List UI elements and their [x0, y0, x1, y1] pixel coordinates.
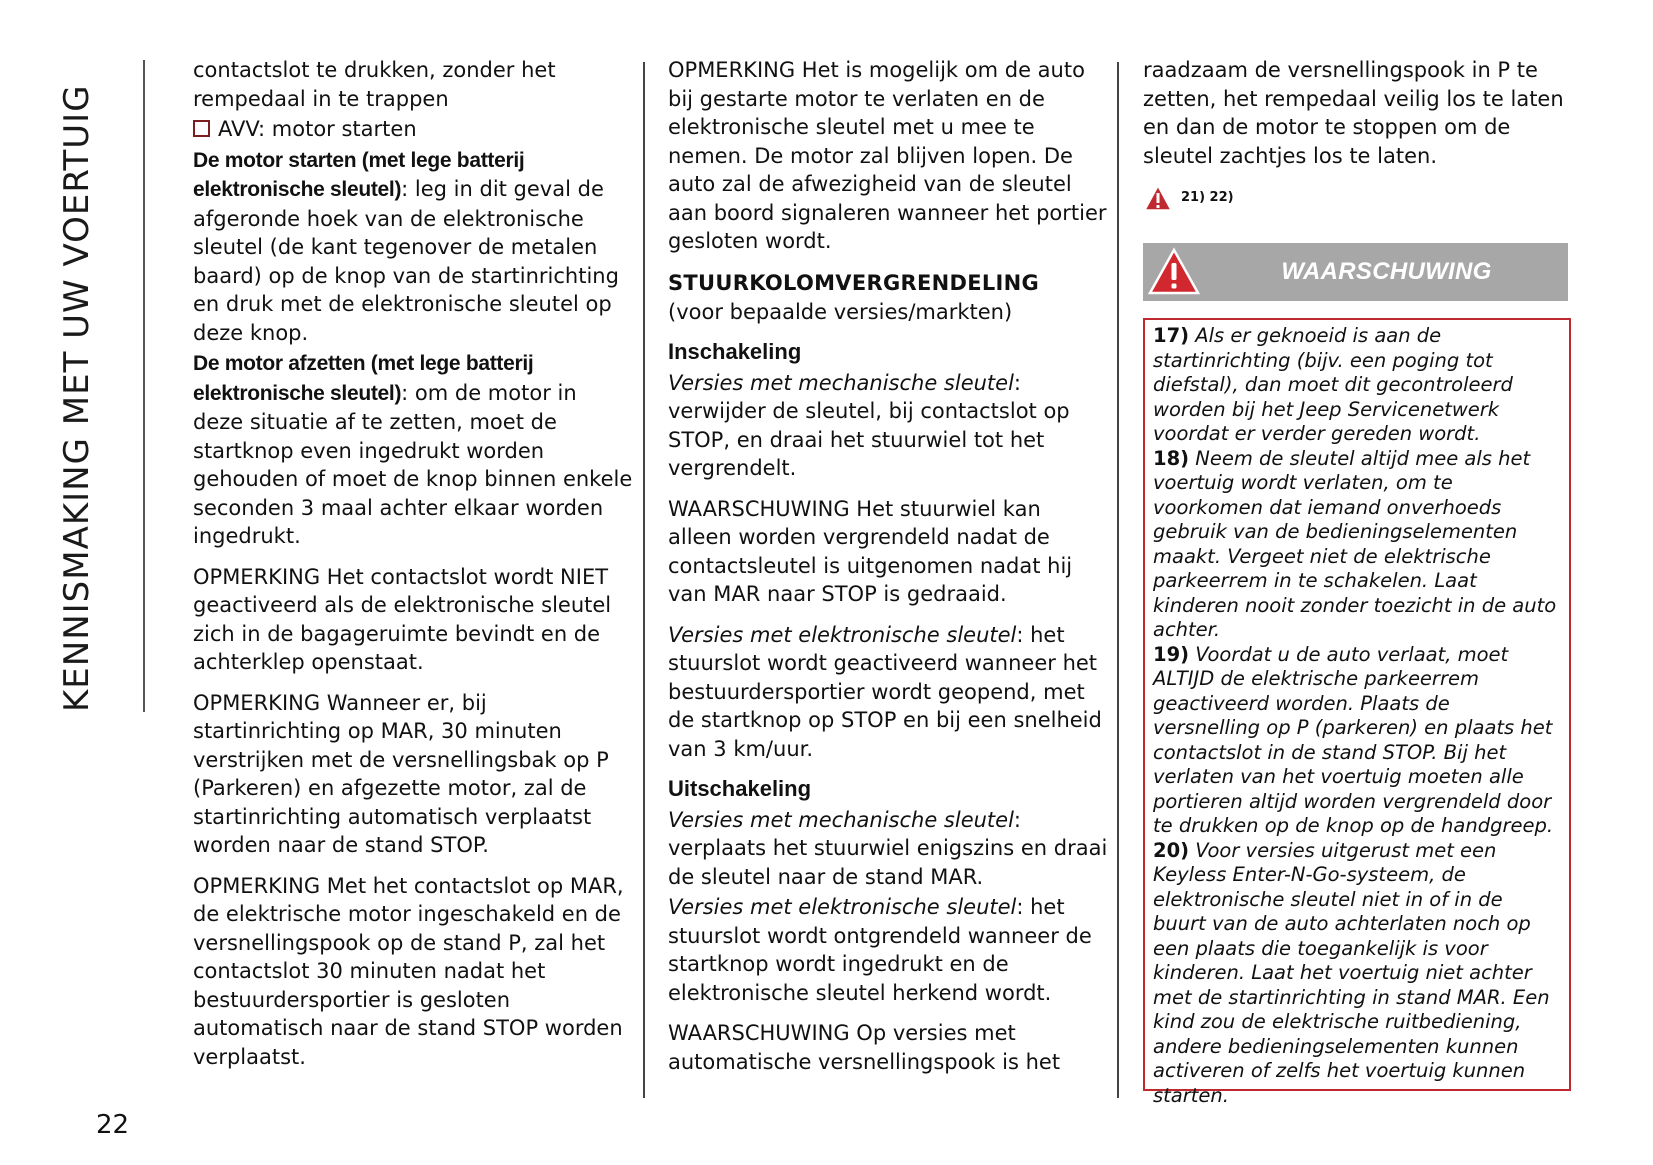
warning-box — [1143, 318, 1571, 1107]
bullet-text: AVV: motor starten — [218, 117, 417, 141]
warning-item-text: Voor versies uitgerust met een Keyless Enter-N-Go-systeem, de elektronische sleutel niet in of in de buurt van de auto achterlaten noch op een plaats die toegankelijk is voor kinderen. Laat het voertuig niet achter met de startinrichting in stand MAR. Een kind zou de elektrische ruitbediening, andere bedieningselementen kunnen activeren of zelfs het voertuig kunnen starten. — [1153, 838, 1550, 1107]
warning-item-text: Voordat u de auto verlaat, moet ALTIJD de elektrische parkeerrem geactiveerd worden. Plaats de versnelling op P (parkeren) en plaats het contactslot in de stand STOP. Bij het verlaten van het voertuig moeten alle portieren altijd worden vergrendeld door te drukken op de knop op de handgreep. — [1153, 642, 1554, 837]
paragraph-text: : verplaats het stuurwiel enigszins en draai de sleutel naar de stand MAR. — [668, 807, 1108, 889]
checkbox-square-icon — [193, 120, 210, 137]
paragraph-text: : leg in dit geval de afgeronde hoek van de elektronische sleutel (de kant tegenover de metalen baard) op de knop van de startinrichting en druk met de elektronische sleutel op deze knop. — [193, 177, 619, 345]
italic-lead: Versies met elektronische sleutel — [668, 622, 1017, 647]
bullet-item — [193, 115, 633, 144]
warning-item — [1153, 447, 1561, 643]
paragraph: WAARSCHUWING Op versies met automatische versnellingspook is het — [668, 1021, 1061, 1074]
column-3 — [1143, 56, 1573, 213]
warning-item-number: 18) — [1153, 446, 1190, 470]
side-section-title: KENNISMAKING MET UW VOERTUIG — [57, 84, 97, 712]
warning-item — [1153, 643, 1561, 839]
warning-item-number: 20) — [1153, 838, 1190, 862]
warning-references — [1143, 184, 1573, 213]
page-number: 22 — [96, 1110, 130, 1140]
paragraph — [668, 621, 1108, 764]
paragraph: OPMERKING Met het contactslot op MAR, de elektrische motor ingeschakeld en de versnellingspook op de stand P, zal het contactslot 30 minuten nadat het bestuurdersportier is gesloten automatisch naar de stand STOP worden verplaatst. — [193, 873, 624, 1069]
column-1 — [193, 56, 633, 1083]
paragraph-text: : verwijder de sleutel, bij contactslot op STOP, en draai het stuurwiel tot het vergrendelt. — [668, 370, 1070, 480]
warning-triangle-icon — [1143, 184, 1173, 212]
column-divider-1 — [643, 62, 645, 1098]
warning-item — [1153, 839, 1561, 1109]
paragraph — [668, 806, 1108, 892]
warning-title: WAARSCHUWING — [1281, 258, 1492, 285]
section-note: (voor bepaalde versies/markten) — [668, 299, 1013, 324]
warning-header-bar — [1143, 243, 1568, 301]
bold-lead: De motor afzetten (met lege batterij elektronische sleutel) — [193, 352, 534, 405]
warning-item-text: Als er geknoeid is aan de startinrichting (bijv. een poging tot diefstal), dan moet dit gecontroleerd worden bij het Jeep Servicenetwerk voordat er verder gereden wordt. — [1153, 324, 1513, 445]
italic-lead: Versies met elektronische sleutel — [668, 895, 1017, 919]
warning-item-number: 19) — [1153, 642, 1190, 666]
paragraph: OPMERKING Wanneer er, bij startinrichting op MAR, 30 minuten verstrijken met de versnellingsbak op P (Parkeren) en afgezette motor, zal de startinrichting automatisch verplaatst worden naar de stand STOP. — [193, 690, 609, 857]
side-title-rule — [143, 60, 145, 712]
bold-lead: De motor starten (met lege batterij elektronische sleutel) — [193, 148, 525, 201]
warning-item-text: Neem de sleutel altijd mee als het voertuig wordt verlaten, om te voorkomen dat iemand onverhoeds gebruik van de bedieningselementen maakt. Vergeet niet de elektrische parkeerrem in te schakelen. Laat kinderen nooit zonder toezicht in de auto achter. — [1153, 446, 1557, 641]
paragraph-text: : om de motor in deze situatie af te zetten, moet de startknop even ingedrukt worden gehouden of moet de knop binnen enkele seconden 3 maal achter elkaar worden ingedrukt. — [193, 380, 633, 548]
section-heading: STUURKOLOMVERGRENDELING — [668, 270, 1040, 295]
paragraph-text: : het stuurslot wordt ontgrendeld wanneer de startknop wordt ingedrukt en de elektronische sleutel herkend wordt. — [668, 895, 1092, 1005]
paragraph: WAARSCHUWING Het stuurwiel kan alleen worden vergrendeld nadat de contactsleutel is uitgenomen nadat hij van MAR naar STOP is gedraaid. — [668, 496, 1073, 606]
warning-triangle-icon — [1147, 247, 1201, 297]
warning-item-number: 17) — [1153, 324, 1190, 347]
italic-lead: Versies met mechanische sleutel — [668, 370, 1014, 395]
paragraph: OPMERKING Het contactslot wordt NIET geactiveerd als de elektronische sleutel zich in de bagageruimte bevindt en de achterklep openstaat. — [193, 564, 612, 674]
paragraph: OPMERKING Het is mogelijk om de auto bij gestarte motor te verlaten en de elektronische sleutel met u mee te nemen. De motor zal blijven lopen. De auto zal de afwezigheid van de sleutel aan boord signaleren wanneer het portier gesloten wordt. — [668, 58, 1107, 253]
subheading: Uitschakeling — [668, 776, 812, 801]
warning-icon-cell — [1143, 243, 1205, 301]
subheading: Inschakeling — [668, 339, 802, 364]
paragraph — [668, 893, 1108, 1007]
paragraph: raadzaam de versnellingspook in P te zetten, het rempedaal veilig los te laten en dan de motor te stoppen om de sleutel zachtjes los te laten. — [1143, 58, 1564, 168]
column-2 — [668, 56, 1108, 1088]
paragraph — [193, 349, 633, 551]
paragraph — [193, 146, 633, 348]
italic-lead: Versies met mechanische sleutel — [668, 807, 1014, 832]
reference-numbers: 21) 22) — [1181, 190, 1234, 205]
paragraph: contactslot te drukken, zonder het rempedaal in te trappen — [193, 58, 556, 111]
column-divider-2 — [1117, 62, 1119, 1098]
paragraph-text: : het stuurslot wordt geactiveerd wanneer het bestuurdersportier wordt geopend, met de startknop op STOP en bij een snelheid van 3 km/uur. — [668, 622, 1102, 761]
paragraph — [668, 369, 1108, 483]
warning-item — [1153, 324, 1561, 447]
